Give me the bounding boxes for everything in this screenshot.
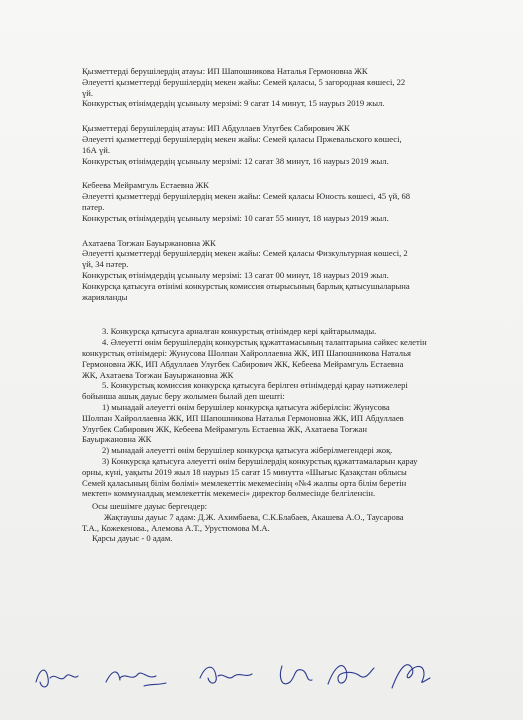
votes-for-line: Т.А., Кожекенова., Алемова А.Т., Урустюмова М.А. <box>82 522 270 533</box>
supplier-address: Әлеуетті қызметтерді берушілердің мекен жайы: Семей қаласы Пржевальского көшесі, <box>82 133 402 144</box>
sub-item-1-line: 1) мынадай әлеуетті өнім берушілер конкурсқа қатысуға жіберілсін: Жунусова <box>102 401 390 412</box>
document-body <box>82 66 482 544</box>
supplier-address: 16А үй. <box>82 144 110 155</box>
signatures-row <box>20 648 490 698</box>
votes-against: Қарсы дауыс - 0 адам. <box>92 533 173 544</box>
supplier-address: Әлеуетті қызметтерді берушілердің мекен жайы: Семей қаласы Юность көшесі, 45 үй, 68 <box>82 191 411 202</box>
supplier-deadline: Конкурстық өтінімдердің ұсынылу мерзімі: 12 сағат 38 минут, 16 наурыз 2019 жыл. <box>82 155 389 166</box>
signature-1 <box>36 670 78 687</box>
supplier-name: Ахатаева Тоғжан Бауыржановна ЖК <box>82 237 216 248</box>
item-4-line: конкурстық өтінімдері: Жунусова Шолпан Хайроллаевна ЖК, ИП Шапошникова Наталья <box>82 347 411 358</box>
supplier-block-4 <box>82 238 482 303</box>
supplier-block-1 <box>82 66 482 109</box>
announcement-line: жарияланды <box>82 291 128 302</box>
supplier-name: Қызметтерді берушілердің атауы: ИП Абдуллаев Улугбек Сабирович ЖК <box>82 123 350 134</box>
supplier-address: пәтер. <box>82 201 105 212</box>
supplier-deadline: Конкурстық өтінімдердің ұсынылу мерзімі: 10 сағат 55 минут, 18 наурыз 2019 жыл. <box>82 212 389 223</box>
signature-2 <box>106 672 166 686</box>
sub-item-2: 2) мынадай әлеуетті өнім берушілер конкурсқа қатысуға жіберілмегендері жоқ. <box>102 445 393 456</box>
votes-section <box>82 501 482 544</box>
item-3: 3. Конкурсқа қатысуға арналған конкурстық өтінімдер кері қайтарылмады. <box>102 326 377 337</box>
votes-for-line: Жақтаушы дауыс 7 адам: Д.Ж. Ахимбаева, С.К.Блабаев, Акашева А.О., Таусарова <box>104 511 404 522</box>
supplier-name: Кебеева Мейрамгуль Естаевна ЖК <box>82 180 209 191</box>
supplier-address: үй, 34 пәтер. <box>82 259 129 270</box>
supplier-address: Әлеуетті қызметтерді берушілердің мекен жайы: Семей қаласы Физкультурная көшесі, 2 <box>82 248 408 259</box>
announcement-line: Конкурсқа қатысуға өтінімі конкурстық комиссия отырысының барлық қатысушыларына <box>82 280 410 291</box>
supplier-block-2 <box>82 123 482 166</box>
item-4-line: Гермоновна ЖК, ИП Абдуллаев Улугбек Сабирович ЖК, Кебеева Мейрамгуль Естаевна <box>82 358 404 369</box>
supplier-deadline: Конкурстық өтінімдердің ұсынылу мерзімі: 9 сағат 14 минут, 15 наурыз 2019 жыл. <box>82 98 385 109</box>
supplier-deadline: Конкурстық өтінімдердің ұсынылу мерзімі: 13 сағат 00 минут, 18 наурыз 2019 жыл. <box>82 269 389 280</box>
signature-3 <box>200 667 252 683</box>
decision-items <box>82 326 482 499</box>
item-5-line: 5. Конкурстық комиссия конкурсқа қатысуға берілген өтінімдерді қарау нәтижелері <box>102 380 408 391</box>
sub-item-3-line: Семей қаласының білім бөлімі» мемлекеттік мекемесінің «№4 жалпы орта білім беретін <box>82 477 407 488</box>
sub-item-3-line: орны, күні, уақыты 2019 жыл 18 наурыз 15 сағат 15 минутта «Шығыс Қазақстан облысы <box>82 466 407 477</box>
item-4-line: ЖК, Ахатаева Тоғжан Бауыржановна ЖК <box>82 369 234 380</box>
supplier-block-3 <box>82 180 482 223</box>
sub-item-3-line: 3) Конкурсқа қатысуға әлеуетті өнім берушілердің конкурстық құжаттамаларын қарау <box>102 455 418 466</box>
item-5-line: бойынша ашық дауыс беру жолымен былай деп шешті: <box>82 391 285 402</box>
item-4-line: 4. Әлеуетті өнім берушілердің конкурстық құжаттамасының талаптарына сәйкес келетін <box>102 337 427 348</box>
sub-item-1-line: Бауыржановна ЖК <box>82 434 152 445</box>
votes-intro: Осы шешімге дауыс бергендер: <box>92 501 208 512</box>
supplier-name: Қызметтерді берушілердің атауы: ИП Шапошникова Наталья Гермоновна ЖК <box>82 66 368 76</box>
sub-item-3-line: мектеп» коммуналдық мемлекеттік мекемесі» директор бөлмесінде белгіленсін. <box>82 488 376 499</box>
signature-5 <box>328 666 374 684</box>
signature-6 <box>392 665 430 688</box>
sub-item-1-line: Шолпан Хайроллаевна ЖК, ИП Шапошникова Наталья Гермоновна ЖК, ИП Абдуллаев <box>82 412 404 423</box>
supplier-address: Әлеуетті қызметтерді берушілердің мекен жайы: Семей қаласы, 5 загородная көшесі, 22 <box>82 76 406 87</box>
signature-4 <box>280 666 312 684</box>
sub-item-1-line: Улугбек Сабирович ЖК, Кебеева Мейрамгуль Естаевна ЖК, Ахатаева Тоғжан <box>82 423 367 434</box>
signature-group <box>20 648 490 698</box>
supplier-address: үй. <box>82 87 94 98</box>
